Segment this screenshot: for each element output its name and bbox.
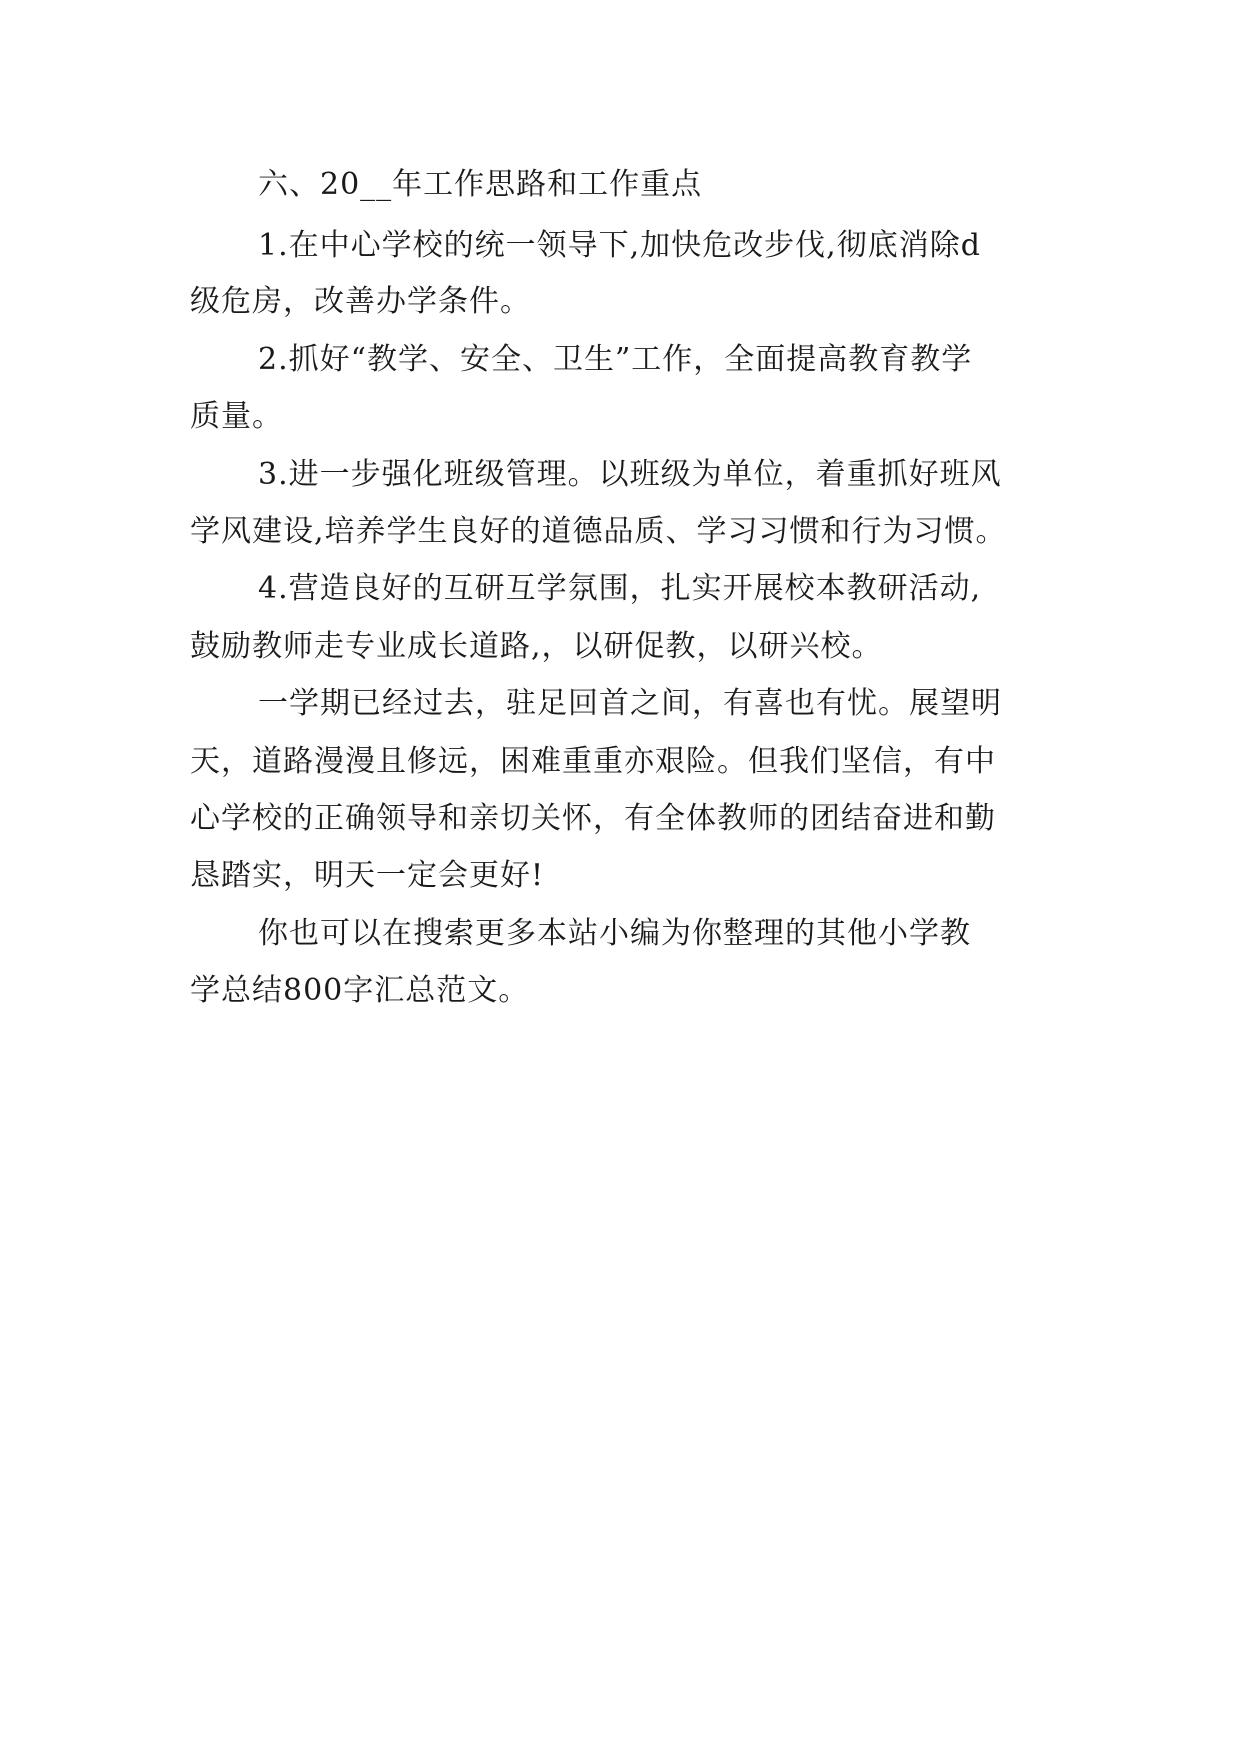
paragraph-line: 你也可以在搜索更多本站小编为你整理的其他小学教 (258, 916, 971, 951)
paragraph-line: 恳踏实，明天一定会更好! (190, 858, 545, 893)
paragraph-line: 4.营造良好的互研互学氛围，扎实开展校本教研活动, (258, 571, 982, 606)
paragraph-line: 心学校的正确领导和亲切关怀，有全体教师的团结奋进和勤 (190, 801, 996, 836)
section-heading: 六、20__年工作思路和工作重点 (258, 167, 703, 202)
paragraph-line: 1.在中心学校的统一领导下,加快危改步伐,彻底消除d (258, 228, 981, 263)
paragraph-line: 天，道路漫漫且修远，困难重重亦艰险。但我们坚信，有中 (190, 744, 996, 779)
paragraph-line: 鼓励教师走专业成长道路,，以研促教，以研兴校。 (190, 629, 883, 664)
paragraph-line: 质量。 (190, 399, 283, 434)
paragraph-line: 学风建设,培养学生良好的道德品质、学习习惯和行为习惯。 (190, 514, 1007, 549)
paragraph-line: 3.进一步强化班级管理。以班级为单位，着重抓好班风 (258, 457, 1002, 492)
paragraph-line: 级危房，改善办学条件。 (190, 284, 531, 319)
paragraph-line: 学总结800字汇总范文。 (190, 973, 530, 1008)
paragraph-line: 2.抓好“教学、安全、卫生”工作，全面提高教育教学 (258, 342, 973, 377)
paragraph-line: 一学期已经过去，驻足回首之间，有喜也有忧。展望明 (258, 686, 1002, 721)
